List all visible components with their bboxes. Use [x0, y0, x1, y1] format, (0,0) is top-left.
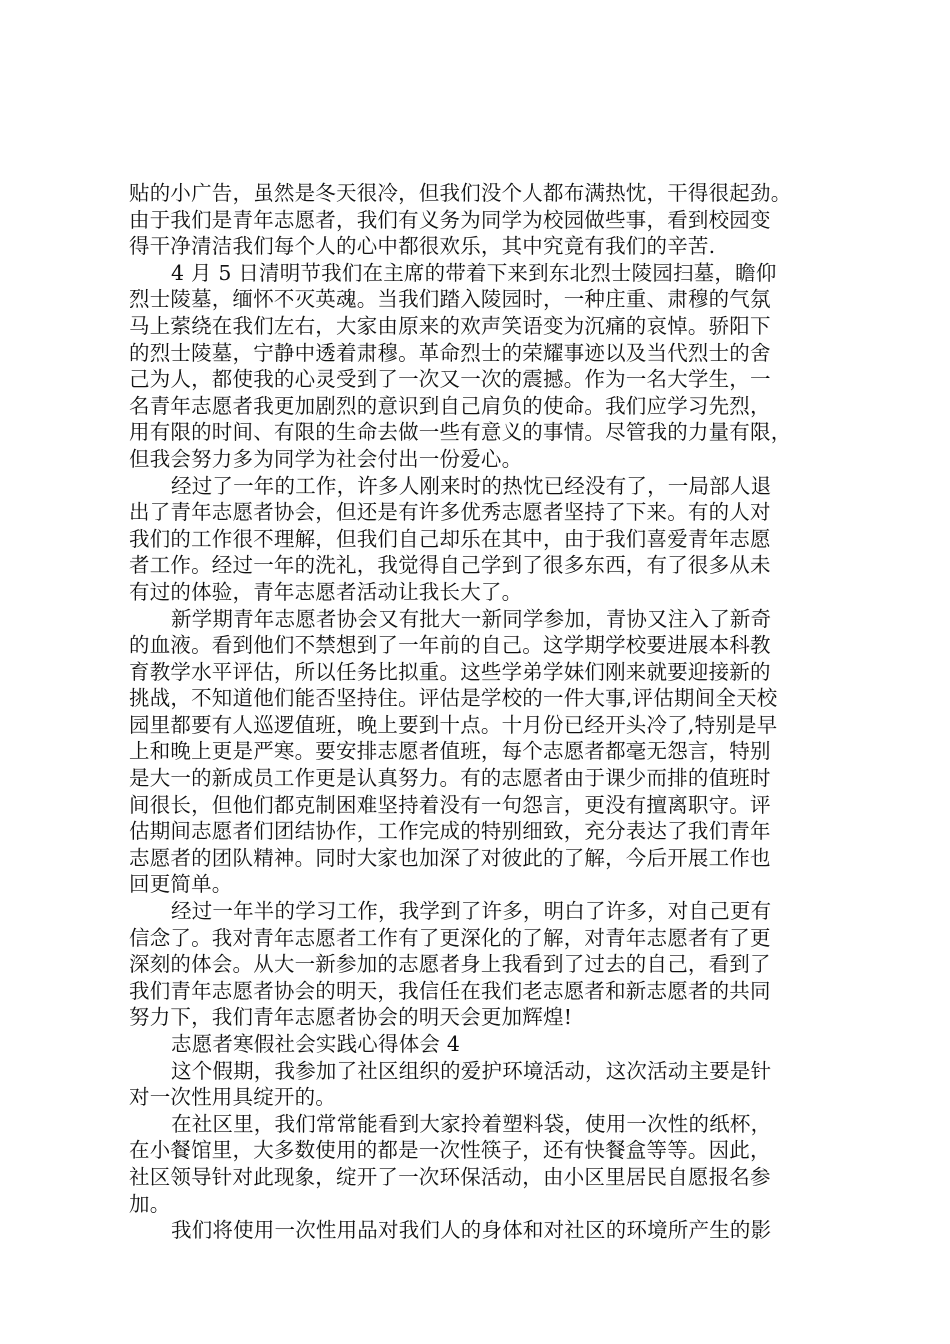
- text-line: 志愿者寒假社会实践心得体会 4: [171, 1032, 461, 1056]
- text-line: 马上萦绕在我们左右，大家由原来的欢声笑语变为沉痛的哀悼。骄阳下: [129, 313, 771, 338]
- text-line: 挑战，不知道他们能否坚持住。评估是学校的一件大事,评估期间全天校: [129, 686, 778, 711]
- text-line: 4 月 5 日清明节我们在主席的带着下来到东北烈士陵园扫墓，瞻仰: [171, 260, 777, 285]
- document-body: [129, 180, 829, 1244]
- text-line: 这个假期，我参加了社区组织的爱护环境活动，这次活动主要是针: [171, 1058, 772, 1083]
- text-line: 信念了。我对青年志愿者工作有了更深化的了解，对青年志愿者有了更: [129, 925, 771, 950]
- text-line: 的血液。看到他们不禁想到了一年前的自己。这学期学校要进展本科教: [129, 633, 771, 658]
- text-line: 己为人，都使我的心灵受到了一次又一次的震撼。作为一名大学生，一: [129, 367, 771, 392]
- text-line: 间很长，但他们都克制困难坚持着没有一句怨言，更没有擅离职守。评: [129, 792, 771, 817]
- text-line: 社区领导针对此现象，绽开了一次环保活动，由小区里居民自愿报名参: [129, 1164, 771, 1189]
- text-line: 加。: [129, 1191, 171, 1216]
- text-line: 有过的体验，青年志愿者活动让我长大了。: [129, 579, 523, 604]
- text-line: 名青年志愿者我更加剧烈的意识到自己肩负的使命。我们应学习先烈，: [129, 393, 771, 418]
- text-line: 育教学水平评估，所以任务比拟重。这些学弟学妹们刚来就要迎接新的: [129, 659, 771, 684]
- text-line: 但我会努力多为同学为社会付出一份爱心。: [129, 446, 523, 471]
- text-line: 经过一年半的学习工作，我学到了许多，明白了许多，对自己更有: [171, 899, 772, 924]
- text-line: 深刻的体会。从大一新参加的志愿者身上我看到了过去的自己，看到了: [129, 952, 771, 977]
- text-line: 贴的小广告，虽然是冬天很冷，但我们没个人都布满热忱，干得很起劲。: [129, 181, 792, 205]
- text-line: 由于我们是青年志愿者，我们有义务为同学为校园做些事，看到校园变: [129, 207, 771, 232]
- text-line: 对一次性用具绽开的。: [129, 1085, 336, 1110]
- text-line: 是大一的新成员工作更是认真努力。有的志愿者由于课少而排的值班时: [129, 766, 771, 791]
- text-line: 出了青年志愿者协会，但还是有许多优秀志愿者坚持了下来。有的人对: [129, 500, 771, 525]
- text-line: 的烈士陵墓，宁静中透着肃穆。革命烈士的荣耀事迹以及当代烈士的舍: [129, 340, 771, 365]
- text-line: 志愿者的团队精神。同时大家也加深了对彼此的了解，今后开展工作也: [129, 845, 771, 870]
- text-line: 估期间志愿者们团结协作，工作完成的特别细致，充分表达了我们青年: [129, 819, 771, 844]
- text-line: 经过了一年的工作，许多人刚来时的热忱已经没有了，一局部人退: [171, 473, 772, 498]
- text-line: 得干净清洁我们每个人的心中都很欢乐，其中究竟有我们的辛苦.: [129, 234, 716, 259]
- text-line: 园里都要有人巡逻值班，晚上要到十点。十月份已经开头冷了,特别是早: [129, 712, 778, 737]
- text-line: 在社区里，我们常常能看到大家拎着塑料袋，使用一次性的纸杯，: [171, 1111, 772, 1136]
- text-line: 我们的工作很不理解，但我们自己却乐在其中，由于我们喜爱青年志愿: [129, 526, 771, 551]
- text-line: 回更简单。: [129, 872, 233, 897]
- text-line: 用有限的时间、有限的生命去做一些有意义的事情。尽管我的力量有限，: [129, 420, 792, 445]
- text-line: 我们青年志愿者协会的明天，我信任在我们老志愿者和新志愿者的共同: [129, 978, 771, 1003]
- text-line: 烈士陵墓，缅怀不灭英魂。当我们踏入陵园时，一种庄重、肃穆的气氛: [129, 287, 771, 312]
- text-line: 我们将使用一次性用品对我们人的身体和对社区的环境所产生的影: [171, 1218, 772, 1243]
- text-line: 新学期青年志愿者协会又有批大一新同学参加，青协又注入了新奇: [171, 606, 772, 631]
- text-line: 上和晚上更是严寒。要安排志愿者值班，每个志愿者都毫无怨言，特别: [129, 739, 771, 764]
- text-line: 努力下，我们青年志愿者协会的明天会更加辉煌!: [129, 1005, 573, 1030]
- text-line: 者工作。经过一年的洗礼，我觉得自己学到了很多东西，有了很多从未: [129, 553, 771, 578]
- text-line: 在小餐馆里，大多数使用的都是一次性筷子，还有快餐盒等等。因此，: [129, 1138, 771, 1163]
